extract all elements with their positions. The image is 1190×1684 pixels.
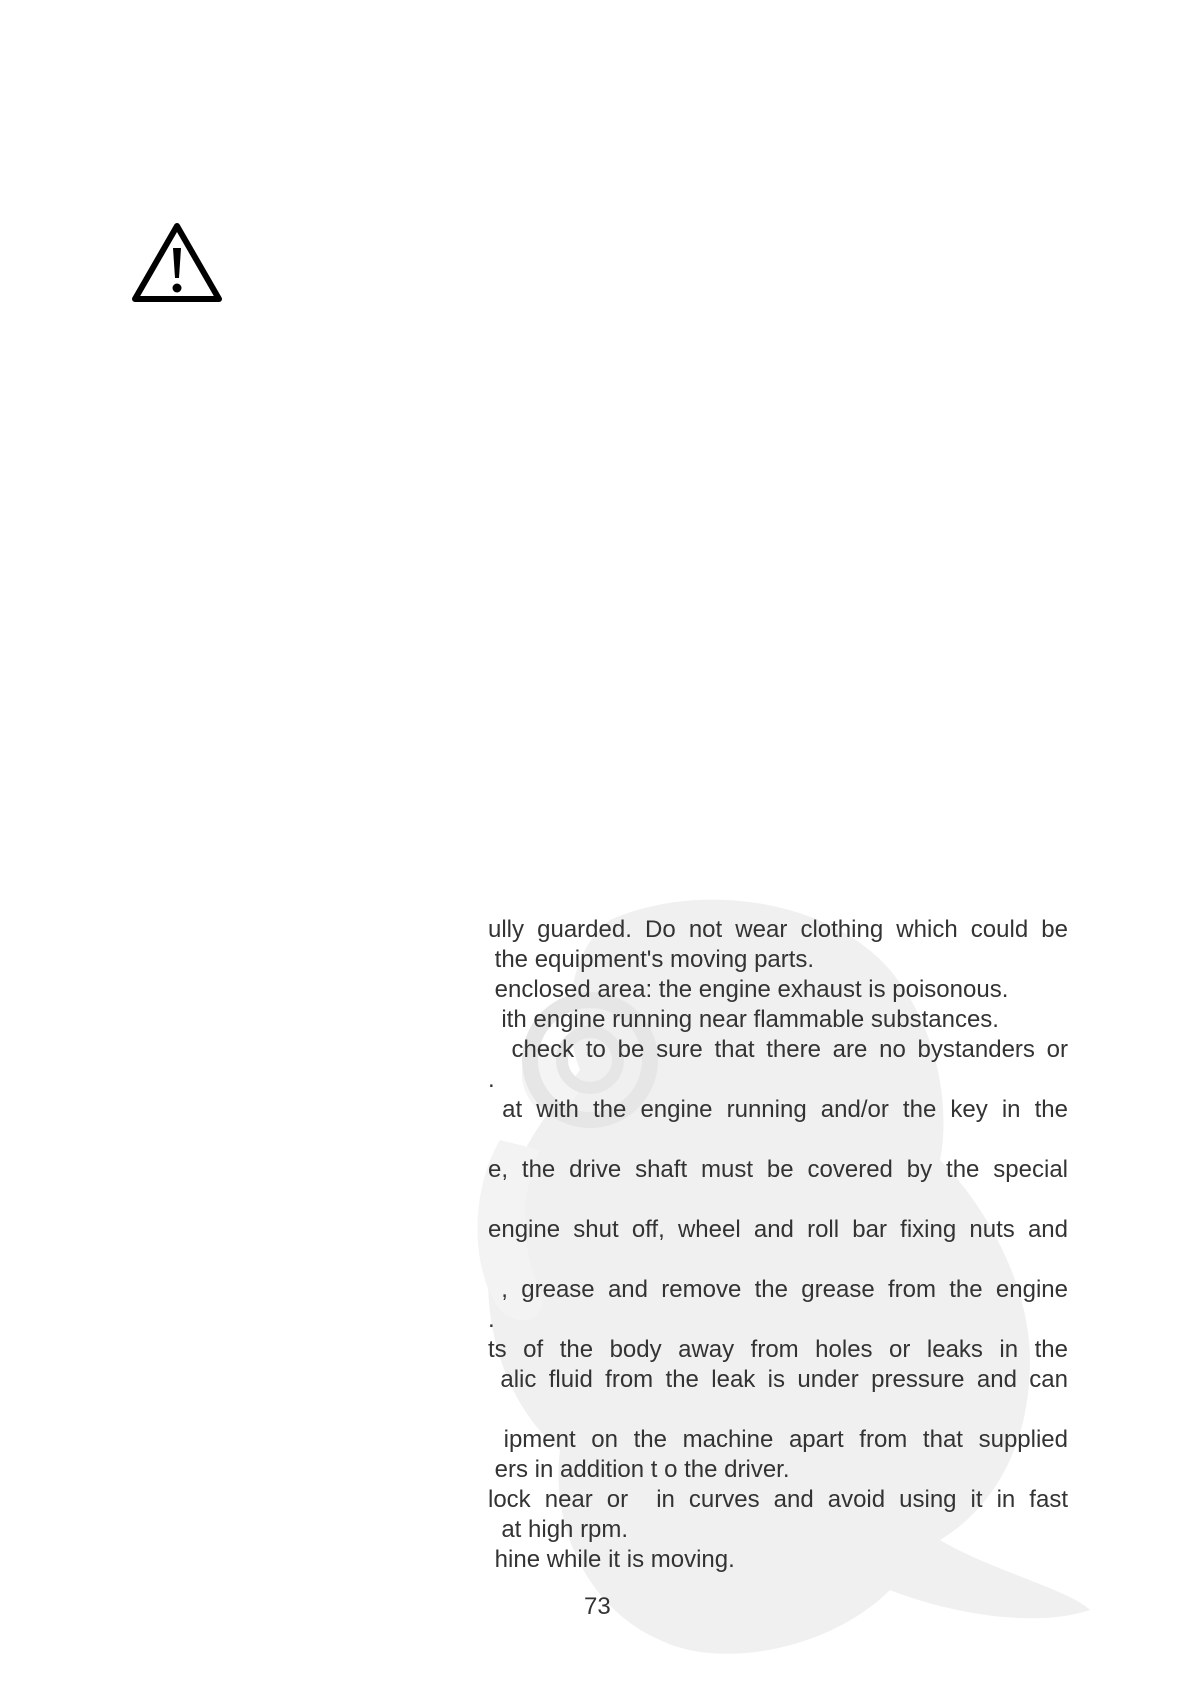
text-line: ith engine running near flammable substances. [488,1006,999,1033]
text-line: . [488,1066,495,1093]
text-line: engine shut off, wheel and roll bar fixing nuts and [488,1216,1068,1243]
warning-triangle-icon [130,220,224,304]
text-line: lock near or in curves and avoid using it in fast [488,1486,1068,1513]
text-line: check to be sure that there are no bystanders or [488,1036,1068,1063]
text-line: at with the engine running and/or the key in the [488,1096,1068,1123]
text-line: ts of the body away from holes or leaks in the [488,1336,1068,1363]
text-line [488,1395,1068,1425]
text-line: e, the drive shaft must be covered by the special [488,1156,1068,1183]
text-line [488,1125,1068,1155]
text-line [488,1185,1068,1215]
text-line: enclosed area: the engine exhaust is poisonous. [488,976,1009,1003]
text-line: at high rpm. [488,1516,629,1543]
text-line: ully guarded. Do not wear clothing which could be [488,916,1068,943]
text-line: , grease and remove the grease from the engine [488,1276,1068,1303]
text-line: . [488,1306,495,1333]
safety-text-block [488,915,1068,1575]
text-line: alic fluid from the leak is under pressure and can [488,1366,1068,1393]
text-line [488,1245,1068,1275]
page-number: 73 [584,1593,611,1620]
text-line: ers in addition t o the driver. [488,1456,790,1483]
text-line: ipment on the machine apart from that supplied [488,1426,1068,1453]
text-line: hine while it is moving. [488,1546,735,1573]
text-line: the equipment's moving parts. [488,946,815,973]
